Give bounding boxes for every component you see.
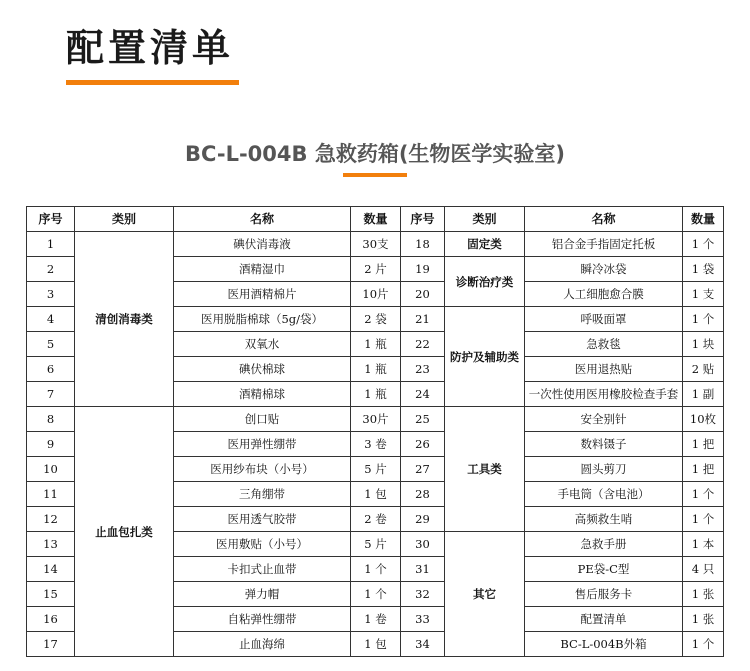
item-qty: 1 本: [683, 532, 724, 557]
item-qty: 1 个: [683, 307, 724, 332]
item-no: 5: [27, 332, 75, 357]
item-name: 医用酒精棉片: [174, 282, 351, 307]
item-no: 4: [27, 307, 75, 332]
item-qty: 1 卷: [351, 607, 401, 632]
item-qty: 4 只: [683, 557, 724, 582]
item-qty: 1 副: [683, 382, 724, 407]
item-qty: 5 片: [351, 532, 401, 557]
item-qty: 2 片: [351, 257, 401, 282]
item-no: 14: [27, 557, 75, 582]
item-no: 22: [401, 332, 445, 357]
item-no: 16: [27, 607, 75, 632]
item-qty: 1 个: [351, 557, 401, 582]
item-name: 卡扣式止血带: [174, 557, 351, 582]
item-name: 高频救生哨: [525, 507, 683, 532]
item-no: 33: [401, 607, 445, 632]
item-qty: 1 包: [351, 632, 401, 657]
item-name: 医用透气胶带: [174, 507, 351, 532]
subtitle-underline: [343, 173, 407, 177]
item-no: 23: [401, 357, 445, 382]
item-qty: 10片: [351, 282, 401, 307]
item-no: 26: [401, 432, 445, 457]
item-name: PE袋-C型: [525, 557, 683, 582]
item-no: 21: [401, 307, 445, 332]
item-name: 售后服务卡: [525, 582, 683, 607]
item-qty: 1 个: [683, 482, 724, 507]
header-qty-right: 数量: [683, 207, 724, 232]
item-qty: 30支: [351, 232, 401, 257]
item-name: 数料镊子: [525, 432, 683, 457]
header-category-right: 类别: [445, 207, 525, 232]
item-no: 11: [27, 482, 75, 507]
item-name: 手电筒（含电池）: [525, 482, 683, 507]
item-name: 呼吸面罩: [525, 307, 683, 332]
item-qty: 1 个: [683, 632, 724, 657]
item-qty: 3 卷: [351, 432, 401, 457]
item-name: 碘伏消毒液: [174, 232, 351, 257]
category-cell: 诊断治疗类: [445, 257, 525, 307]
item-no: 18: [401, 232, 445, 257]
item-no: 27: [401, 457, 445, 482]
item-qty: 1 块: [683, 332, 724, 357]
item-qty: 1 支: [683, 282, 724, 307]
header-category-left: 类别: [75, 207, 174, 232]
item-qty: 1 包: [351, 482, 401, 507]
item-name: 安全别针: [525, 407, 683, 432]
item-qty: 1 把: [683, 432, 724, 457]
item-no: 15: [27, 582, 75, 607]
item-no: 17: [27, 632, 75, 657]
header-name-left: 名称: [174, 207, 351, 232]
item-name: BC-L-004B外箱: [525, 632, 683, 657]
title-underline: [66, 80, 239, 85]
item-qty: 1 个: [683, 232, 724, 257]
item-no: 28: [401, 482, 445, 507]
item-name: 弹力帽: [174, 582, 351, 607]
item-no: 29: [401, 507, 445, 532]
item-name: 三角绷带: [174, 482, 351, 507]
table-row: [27, 232, 724, 257]
category-cell: 清创消毒类: [75, 232, 174, 407]
item-name: 酒精棉球: [174, 382, 351, 407]
item-no: 19: [401, 257, 445, 282]
item-name: 止血海绵: [174, 632, 351, 657]
item-qty: 2 袋: [351, 307, 401, 332]
item-qty: 1 个: [351, 582, 401, 607]
item-no: 2: [27, 257, 75, 282]
header-no-right: 序号: [401, 207, 445, 232]
item-no: 7: [27, 382, 75, 407]
item-qty: 2 贴: [683, 357, 724, 382]
item-qty: 5 片: [351, 457, 401, 482]
header-no-left: 序号: [27, 207, 75, 232]
item-name: 医用脱脂棉球（5g/袋）: [174, 307, 351, 332]
item-no: 30: [401, 532, 445, 557]
item-name: 医用纱布块（小号）: [174, 457, 351, 482]
item-name: 创口贴: [174, 407, 351, 432]
item-name: 铝合金手指固定托板: [525, 232, 683, 257]
item-no: 12: [27, 507, 75, 532]
category-cell: 工具类: [445, 407, 525, 532]
item-name: 医用退热贴: [525, 357, 683, 382]
page-title: 配置清单: [66, 26, 235, 70]
item-name: 一次性使用医用橡胶检查手套: [525, 382, 683, 407]
item-qty: 1 袋: [683, 257, 724, 282]
table-header-row: [27, 207, 724, 232]
item-qty: 1 把: [683, 457, 724, 482]
item-qty: 1 张: [683, 607, 724, 632]
item-name: 酒精湿巾: [174, 257, 351, 282]
item-qty: 1 瓶: [351, 382, 401, 407]
config-table: [26, 206, 724, 657]
item-name: 医用敷贴（小号）: [174, 532, 351, 557]
item-no: 32: [401, 582, 445, 607]
item-qty: 1 张: [683, 582, 724, 607]
item-no: 10: [27, 457, 75, 482]
item-qty: 1 瓶: [351, 357, 401, 382]
item-name: 碘伏棉球: [174, 357, 351, 382]
item-name: 圆头剪刀: [525, 457, 683, 482]
item-name: 急救毯: [525, 332, 683, 357]
header-qty-left: 数量: [351, 207, 401, 232]
item-qty: 10枚: [683, 407, 724, 432]
item-no: 34: [401, 632, 445, 657]
item-name: 急救手册: [525, 532, 683, 557]
category-cell: 止血包扎类: [75, 407, 174, 657]
item-no: 6: [27, 357, 75, 382]
item-no: 9: [27, 432, 75, 457]
item-name: 人工细胞愈合膜: [525, 282, 683, 307]
item-name: 医用弹性绷带: [174, 432, 351, 457]
item-name: 双氧水: [174, 332, 351, 357]
table-row: [27, 407, 724, 432]
item-no: 8: [27, 407, 75, 432]
category-cell: 固定类: [445, 232, 525, 257]
item-no: 25: [401, 407, 445, 432]
item-no: 24: [401, 382, 445, 407]
item-name: 自粘弹性绷带: [174, 607, 351, 632]
item-name: 瞬冷冰袋: [525, 257, 683, 282]
item-no: 31: [401, 557, 445, 582]
item-no: 3: [27, 282, 75, 307]
category-cell: 防护及辅助类: [445, 307, 525, 407]
item-qty: 30片: [351, 407, 401, 432]
item-no: 1: [27, 232, 75, 257]
page-subtitle: BC-L-004B 急救药箱(生物医学实验室): [184, 142, 566, 166]
item-qty: 2 卷: [351, 507, 401, 532]
item-qty: 1 个: [683, 507, 724, 532]
item-name: 配置清单: [525, 607, 683, 632]
category-cell: 其它: [445, 532, 525, 657]
item-qty: 1 瓶: [351, 332, 401, 357]
item-no: 13: [27, 532, 75, 557]
header-name-right: 名称: [525, 207, 683, 232]
item-no: 20: [401, 282, 445, 307]
